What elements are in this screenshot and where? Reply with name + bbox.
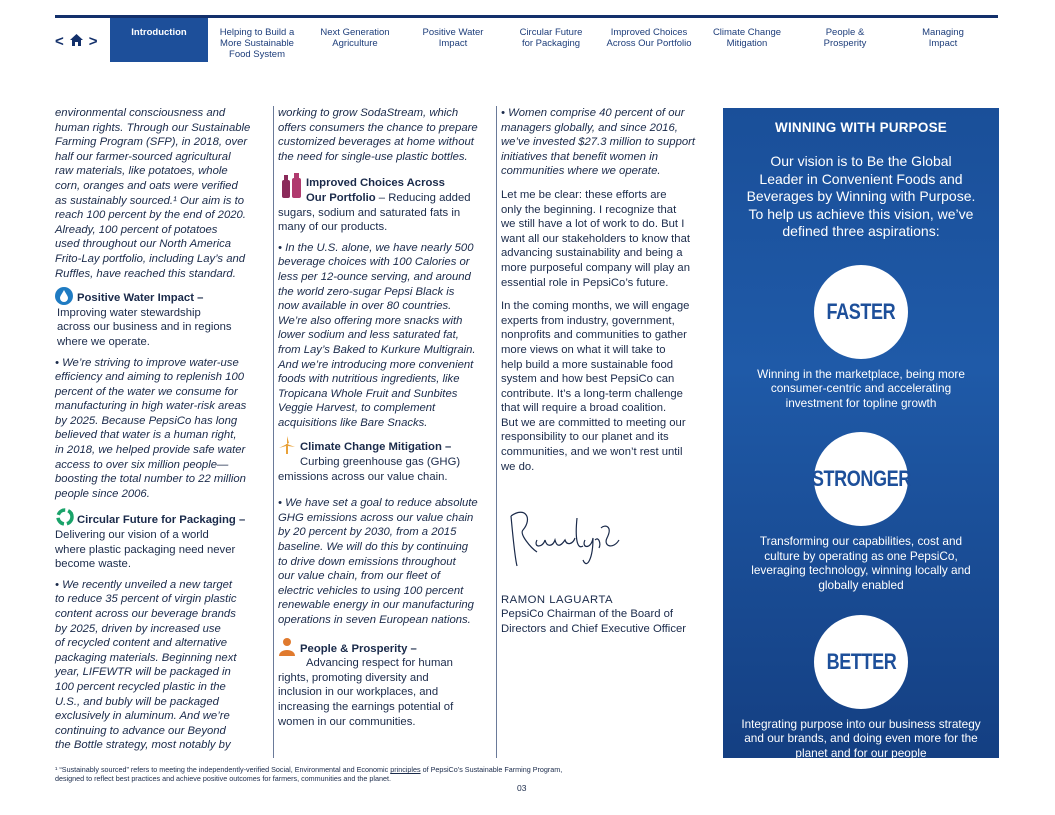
text-line: rights, promoting diversity and [278, 671, 429, 684]
text-line: Farming Program (SFP), in 2018, over [55, 136, 248, 149]
text-line: globally enabled [818, 578, 904, 593]
text-line: Winning in the marketplace, being more [757, 366, 965, 381]
text-line: we’ve invested $27.3 million to support [501, 136, 696, 149]
text-line: women in our communities. [278, 715, 416, 728]
climate-summary-2: emissions across our value chain. [278, 470, 448, 483]
text-line: working to grow SodaStream, which [278, 107, 459, 119]
faster-badge [814, 265, 908, 359]
text-line: of recycled content and alternative [55, 637, 228, 650]
text-line: But we are committed to meeting our [501, 416, 686, 429]
column-divider [273, 106, 274, 758]
text-line: more purposeful company will play an [501, 261, 691, 274]
text-line: foods with nutritious ingredients, like [278, 373, 460, 386]
choices-heading-2: Our Portfolio [306, 191, 376, 204]
text-line: • In the U.S. alone, we have nearly 500 [278, 241, 474, 254]
climate-bullet [278, 496, 492, 627]
text-line: efficiency and aiming to replenish 100 [55, 371, 245, 384]
better-badge [814, 615, 908, 709]
text-line: Beverages by Winning with Purpose. [746, 188, 976, 204]
text-line: acquisitions like Bare Snacks. [278, 416, 428, 429]
text-line: reach 100 percent by the end of 2020. [55, 209, 246, 222]
text-line: nonprofits and communities to gather [501, 329, 687, 342]
text-line: • We have set a goal to reduce absolute [278, 497, 478, 510]
tab-managing-impact[interactable] [894, 18, 992, 62]
text-line: content across our beverage brands [55, 608, 236, 620]
text-line: by 20 percent by 2030, from a 2015 [278, 526, 457, 539]
text-line: the Bottle strategy, most notably by [55, 739, 231, 752]
text-line: beverage choices with 100 Calories or [278, 256, 470, 269]
text-line: Improving water stewardship [57, 306, 201, 319]
text-line: many of our products. [278, 221, 388, 234]
aspiration-text [737, 717, 985, 761]
text-line: Let me be clear: these efforts are [501, 188, 667, 201]
text-line: become waste. [55, 558, 131, 571]
recycle-icon [55, 507, 73, 525]
tab-label: Next Generation [320, 27, 390, 38]
text-line: • We’re striving to improve water-use [55, 356, 239, 369]
signer-name: RAMON LAGUARTA [501, 593, 614, 606]
text-line: GHG emissions across our value chain [278, 511, 474, 524]
tab-sustainable-food-system[interactable] [208, 18, 306, 62]
water-drop-icon [55, 287, 73, 305]
tab-label: Improved Choices [610, 27, 688, 38]
people-heading: People & Prosperity – [300, 642, 417, 655]
text-line: And we’re introducing more convenient [278, 358, 474, 371]
water-section [55, 287, 269, 349]
text-line: access to over six million people— [55, 458, 229, 471]
text-line: we do. [501, 460, 535, 473]
text-line: the world zero-sugar Pepsi Black is [278, 285, 455, 298]
signer-title-1: PepsiCo Chairman of the Board of [501, 608, 674, 621]
water-summary [55, 306, 269, 350]
text-line: In the coming months, we will engage [501, 300, 690, 313]
next-arrow-button[interactable]: > [88, 32, 98, 50]
text-line: year, LIFEWTR will be packaged in [55, 666, 231, 679]
text-line: less per 12-ounce serving, and around [278, 270, 471, 283]
aspiration-word: BETTER [826, 648, 896, 674]
text-line: Frito-Lay portfolio, including Lay’s and [55, 252, 246, 265]
prev-arrow-button[interactable]: < [55, 32, 64, 50]
text-line: human rights. Through our Sustainable [55, 121, 251, 134]
page-number: 03 [517, 783, 527, 793]
text-line: customized beverages at home without [278, 136, 474, 149]
text-line: communities, and we won’t rest until [501, 446, 683, 459]
text-line: planet and for our people [795, 745, 927, 760]
text-line: that will require a broad coalition. [501, 402, 667, 415]
people-summary-1: Advancing respect for human [306, 657, 453, 670]
text-line: renewable energy in our manufacturing [278, 599, 474, 612]
climate-section [278, 436, 492, 484]
text-line: by 2025, driven by increased use [55, 622, 221, 635]
top-navigation [55, 18, 998, 62]
aspiration-faster [723, 265, 999, 411]
text-line: Delivering our vision of a world [55, 529, 209, 542]
footnote-text: of PepsiCo’s Sustainable Farming Program, [420, 765, 563, 774]
text-line: managers globally, and since 2016, [501, 121, 678, 134]
tab-label: Mitigation [726, 38, 768, 49]
winning-with-purpose-panel [723, 108, 999, 758]
text-line: across our business and in regions [57, 321, 232, 334]
aspiration-stronger [723, 432, 999, 592]
text-line: operations in seven European nations. [278, 614, 471, 626]
text-line: Transforming our capabilities, cost and [759, 534, 963, 549]
text-column-2 [278, 106, 492, 729]
tab-next-generation-agriculture[interactable] [306, 18, 404, 62]
tab-label: Climate Change [712, 27, 782, 38]
people-summary [278, 671, 492, 729]
tab-label: Impact [438, 38, 468, 49]
tab-label: Helping to Build a [219, 27, 295, 38]
letter-paragraph-2 [501, 299, 711, 474]
climate-summary-1 [278, 455, 492, 470]
choices-section [278, 176, 492, 205]
aspiration-text [737, 367, 985, 411]
tab-introduction[interactable] [110, 18, 208, 62]
aspiration-better [723, 615, 999, 761]
text-line: 100 percent recycled plastic in the [55, 680, 226, 693]
text-line: we still have a lot of work to do. But I [501, 218, 685, 231]
aspiration-word: FASTER [826, 298, 896, 324]
text-line: Curbing greenhouse gas (GHG) [300, 456, 461, 469]
text-line: inclusion in our workplaces, and [278, 686, 439, 699]
tab-label: Circular Future [519, 27, 583, 38]
stronger-badge [811, 432, 911, 526]
signature-image [503, 488, 711, 583]
text-line: and our brands, and doing even more for the [744, 731, 978, 746]
text-line: essential role in PepsiCo’s future. [501, 276, 669, 289]
footnote [55, 765, 755, 783]
text-line: environmental consciousness and [55, 107, 226, 119]
text-line: Veggie Harvest, to complement [278, 402, 436, 415]
text-line: only the beginning. I recognize that [501, 203, 677, 216]
text-line: to reduce 35 percent of virgin plastic [55, 593, 237, 606]
tab-label: Impact [928, 38, 958, 49]
text-line: now available in over 80 countries. [278, 300, 452, 313]
person-icon [278, 638, 296, 656]
text-line: investment for topline growth [785, 395, 937, 410]
text-line: experts from industry, government, [501, 314, 675, 327]
tab-label: Introduction [131, 27, 187, 38]
text-line: Integrating purpose into our business strategy [741, 716, 981, 731]
text-line: initiatives that benefit women in [501, 150, 658, 163]
women-bullet [501, 106, 711, 179]
text-line: the need for single-use plastic bottles. [278, 150, 468, 163]
text-line: by 2025. Because PepsiCo has long [55, 414, 238, 427]
text-line: more views on what it will take to [501, 343, 666, 356]
tab-label: Prosperity [823, 38, 867, 49]
packaging-bullet [55, 578, 269, 753]
tab-label: Positive Water [422, 27, 484, 38]
text-line: used throughout our North America [55, 238, 232, 251]
text-line: raw materials, like potatoes, whole [55, 165, 228, 178]
footnote-text: ¹ “Sustainably sourced” refers to meeting the independently-verified Social, Environmental and Economic [55, 765, 391, 774]
column-divider [496, 106, 497, 758]
text-line: contribute. It’s a long-term challenge [501, 387, 683, 400]
choices-heading: Improved Choices Across [306, 177, 445, 190]
text-line: in 2018, we helped provide safe water [55, 444, 246, 457]
text-line: To help us achieve this vision, we’ve [748, 205, 974, 222]
text-line: • We recently unveiled a new target [55, 578, 233, 591]
text-line: offers consumers the chance to prepare [278, 121, 478, 134]
water-bullet [55, 356, 269, 502]
tab-climate-change-mitigation[interactable] [698, 18, 796, 62]
climate-heading: Climate Change Mitigation – [300, 441, 452, 454]
tab-label: Agriculture [332, 38, 378, 49]
tab-label: More Sustainable [220, 38, 294, 49]
text-line: boosting the total number to 22 million [55, 473, 246, 486]
tab-label: Across Our Portfolio [606, 38, 692, 49]
tab-label: Managing [922, 27, 964, 38]
nav-arrows [55, 18, 110, 62]
tab-label: for Packaging [521, 38, 581, 49]
text-line: system and how best PepsiCo can [501, 373, 675, 386]
text-line: Leader in Convenient Foods and [759, 170, 963, 187]
text-line: believed that water is a human right, [55, 429, 237, 442]
text-line: electric vehicles to using 100 percent [278, 584, 464, 597]
panel-title: WINNING WITH PURPOSE [775, 120, 947, 135]
tab-label: People & [825, 27, 865, 38]
text-line: communities where we operate. [501, 165, 661, 178]
people-section [278, 638, 492, 730]
text-line: Our vision is to Be the Global [770, 153, 952, 169]
bottle-icon [280, 172, 304, 203]
text-line: increasing the earnings potential of [278, 700, 454, 713]
text-line: U.S., and bubly will be packaged [55, 695, 219, 708]
aspiration-word: STRONGER [811, 466, 911, 492]
tab-positive-water-impact[interactable] [404, 18, 502, 62]
footnote-link[interactable]: principles [390, 765, 421, 774]
text-line: baseline. We will do this by continuing [278, 541, 469, 554]
wind-turbine-icon [278, 436, 296, 454]
tab-people-prosperity[interactable] [796, 18, 894, 62]
text-line: advancing sustainability and being a [501, 247, 683, 260]
packaging-summary [55, 528, 269, 572]
text-line: culture by operating as one PepsiCo, [764, 548, 958, 563]
text-line: continuing to advance our Beyond [55, 724, 226, 737]
text-line: consumer-centric and accelerating [770, 381, 952, 396]
footnote-text-2: designed to reflect best practices and achieve positive outcomes for farmers, communities and the planet. [55, 774, 391, 783]
panel-intro [741, 153, 981, 241]
text-line: our value chain, from our fleet of [278, 570, 441, 583]
text-line: want all our stakeholders to know that [501, 232, 691, 245]
text-line: • Women comprise 40 percent of our [501, 107, 685, 119]
signer-title-2: Directors and Chief Executive Officer [501, 623, 687, 636]
text-line: Tropicana Whole Fruit and Sunbites [278, 387, 458, 400]
text-line: where we operate. [57, 335, 150, 348]
text-column-1 [55, 106, 269, 753]
text-line: corn, oranges and oats were verified [55, 179, 238, 192]
text-line: from Lay’s Baked to Kurkure Multigrain. [278, 343, 476, 356]
text-line: Already, 100 percent of potatoes [55, 223, 218, 236]
text-line: packaging materials. Beginning next [55, 651, 237, 664]
text-line: Ruffles, have reached this standard. [55, 267, 236, 280]
text-line: responsibility to our planet and its [501, 431, 669, 444]
text-line: sugars, sodium and saturated fats in [278, 206, 461, 219]
text-line: lower sodium and less saturated fat, [278, 329, 459, 342]
choices-bullet [278, 241, 492, 431]
text-line: half our farmer-sourced agricultural [55, 150, 231, 163]
sfp-paragraph [55, 106, 269, 281]
text-line: to drive down emissions throughout [278, 555, 456, 568]
choices-summary-start: – Reducing added [375, 191, 471, 204]
text-line: percent of the water we consume for [55, 385, 238, 398]
text-line: where plastic packaging need never [55, 543, 236, 556]
text-line: leveraging technology, winning locally and [751, 563, 971, 578]
tab-circular-future-packaging[interactable] [502, 18, 600, 62]
text-line: as sustainably sourced.¹ Our aim is to [55, 194, 244, 207]
text-line: help build a more sustainable food [501, 358, 674, 371]
tab-improved-choices[interactable] [600, 18, 698, 62]
sodastream-paragraph [278, 106, 492, 164]
text-line: manufacturing in high water-risk areas [55, 400, 247, 413]
packaging-heading: Circular Future for Packaging – [77, 514, 246, 527]
text-column-3 [501, 106, 711, 637]
text-line: exclusively in aluminum. And we’re [55, 710, 230, 723]
home-icon[interactable] [70, 33, 83, 50]
choices-summary [278, 206, 492, 235]
aspiration-text [737, 534, 985, 592]
tab-label: Food System [229, 49, 285, 60]
letter-paragraph-1 [501, 188, 711, 290]
text-line: We’re also offering more snacks with [278, 314, 463, 327]
packaging-section [55, 507, 269, 571]
text-line: defined three aspirations: [782, 223, 940, 239]
text-line: people since 2006. [55, 487, 150, 500]
water-heading: Positive Water Impact – [77, 292, 204, 305]
